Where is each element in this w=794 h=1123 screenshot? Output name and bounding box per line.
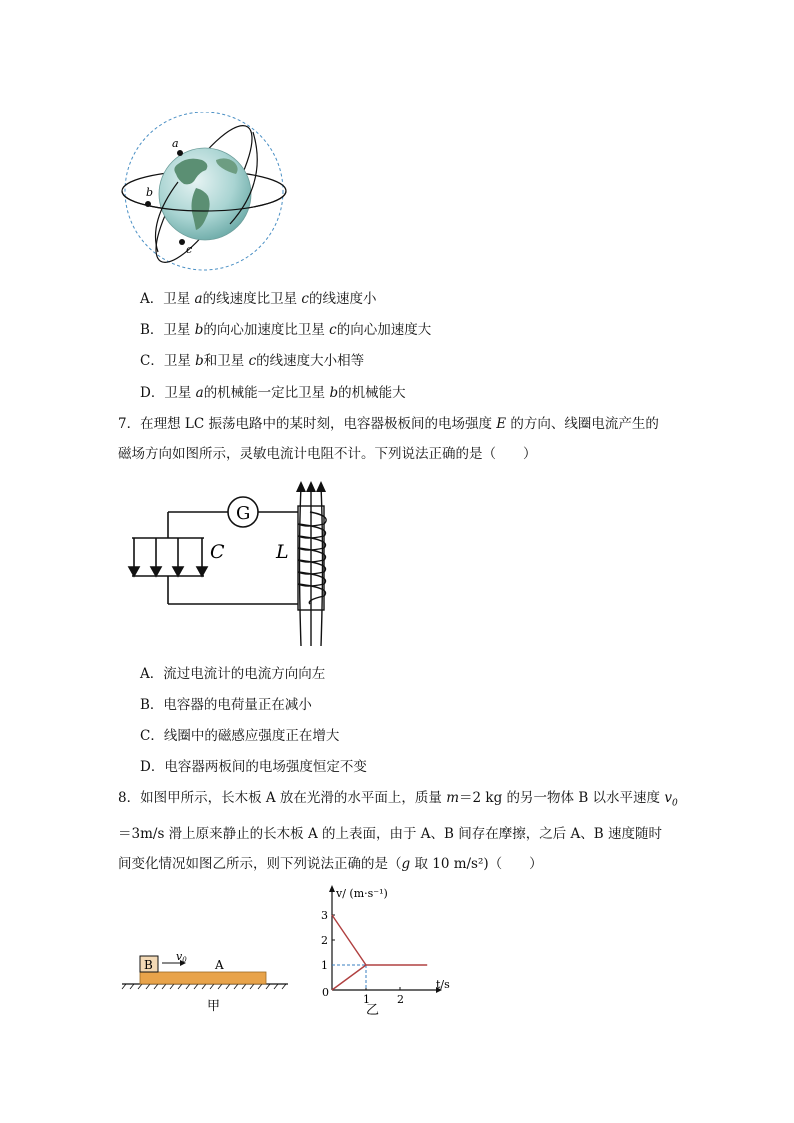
q8-stem: 8．如图甲所示，长木板 A 放在光滑的水平面上，质量 m＝2 kg 的另一物体 B 以水平速度 $v_0$ ＝3m/s 滑上原来静止的长木板 A 的上表面，由于 A、B 间存在摩擦，之后 A、B 速度随时 间变化情况如图乙所示，则下列说法正确的是（g 取 10 m/s²)（ ） — [118, 790, 678, 872]
y-tick-label: 1 — [321, 959, 328, 972]
lc-circuit-figure — [120, 478, 350, 648]
capacitor-label: C — [210, 541, 225, 563]
satellite-b — [145, 201, 151, 207]
x-tick-label: 2 — [397, 993, 404, 1006]
series-line-0 — [332, 915, 427, 965]
block-b-label: B — [144, 958, 153, 972]
inductor-label: L — [276, 541, 289, 563]
x-tick-label: 1 — [363, 993, 370, 1006]
q8-figure-jia — [118, 948, 298, 1020]
x-axis-label: t/s — [436, 978, 450, 991]
q8-figure-yi — [312, 880, 462, 1020]
q6-option-b[interactable]: B．卫星 b的向心加速度比卫星 c的向心加速度大 — [140, 322, 432, 338]
board-a-label: A — [215, 958, 224, 972]
label-b: b — [146, 186, 154, 199]
q6-option-a[interactable]: A．卫星 a的线速度比卫星 c的线速度小 — [140, 291, 377, 307]
q7-option-d[interactable]: D．电容器两板间的电场强度恒定不变 — [140, 759, 367, 775]
board-a — [140, 972, 266, 984]
q6-option-c[interactable]: C．卫星 b和卫星 c的线速度大小相等 — [140, 353, 365, 369]
origin-label: 0 — [322, 986, 329, 999]
label-a: a — [172, 137, 179, 150]
v0-label: v0 — [176, 950, 187, 964]
q7-option-b[interactable]: B．电容器的电荷量正在减小 — [140, 697, 312, 713]
y-axis-label: v/ (m·s⁻¹) — [336, 887, 388, 900]
q6-option-d[interactable]: D．卫星 a的机械能一定比卫星 b的机械能大 — [140, 385, 406, 401]
satellite-orbit-figure — [118, 112, 300, 277]
satellite-a — [177, 150, 183, 156]
label-c: c — [186, 243, 193, 256]
electric-field-arrows — [129, 538, 207, 576]
q7-option-c[interactable]: C．线圈中的磁感应强度正在增大 — [140, 728, 340, 744]
series-line-1 — [332, 965, 366, 990]
q7-option-a[interactable]: A．流过电流计的电流方向向左 — [140, 666, 326, 682]
satellite-c — [179, 239, 185, 245]
figure-jia-caption: 甲 — [207, 999, 221, 1014]
galvanometer-label: G — [236, 503, 251, 524]
figure-yi-caption: 乙 — [366, 1003, 380, 1018]
y-tick-label: 2 — [321, 934, 328, 947]
q7-stem: 7．在理想 LC 振荡电路中的某时刻，电容器极板间的电场强度 E 的方向、线圈电流产生的 磁场方向如图所示，灵敏电流计电阻不计。下列说法正确的是（ ） — [118, 416, 659, 462]
y-tick-label: 3 — [321, 909, 328, 922]
